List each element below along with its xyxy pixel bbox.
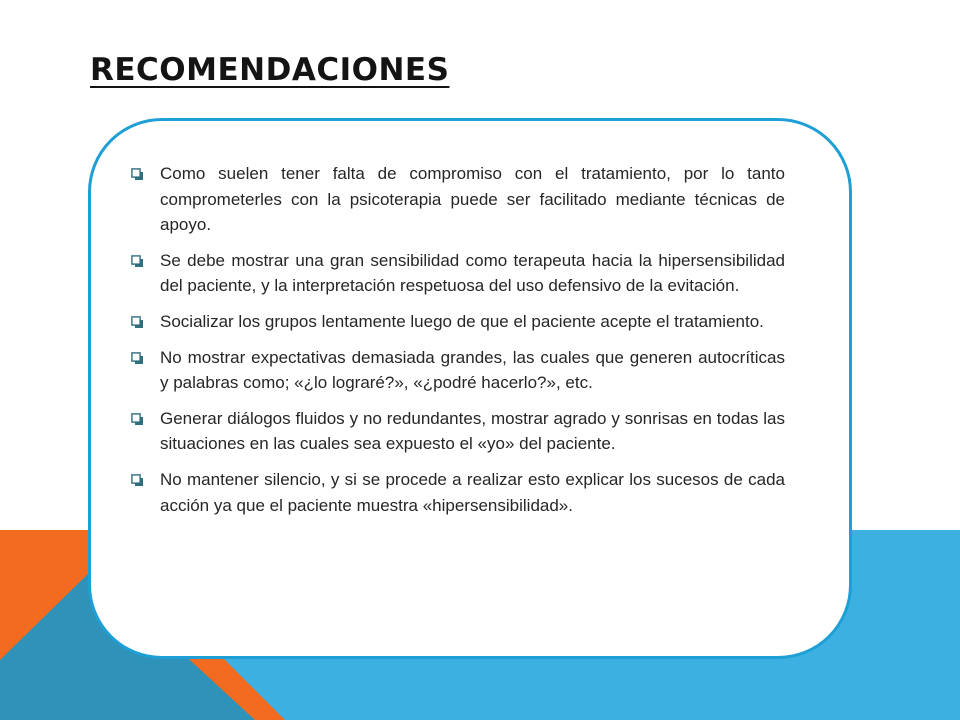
hollow-square-bullet-icon bbox=[131, 352, 143, 364]
bullet-item bbox=[131, 309, 785, 335]
bullet-text: No mantener silencio, y si se procede a realizar esto explicar los sucesos de cada acción ya que el paciente muestra «hipersensibilidad». bbox=[160, 469, 785, 515]
hollow-square-bullet-icon bbox=[131, 413, 143, 425]
hollow-square-bullet-icon bbox=[131, 168, 143, 180]
hollow-square-bullet-icon bbox=[131, 474, 143, 486]
bullet-item bbox=[131, 248, 785, 299]
bullet-item bbox=[131, 161, 785, 238]
slide-title: RECOMENDACIONES bbox=[90, 52, 450, 88]
bullet-text: Generar diálogos fluidos y no redundantes, mostrar agrado y sonrisas en todas las situaciones en las cuales sea expuesto el «yo» del paciente. bbox=[160, 408, 785, 454]
bullet-text: Como suelen tener falta de compromiso con el tratamiento, por lo tanto comprometerles con la psicoterapia puede ser facilitado mediante técnicas de apoyo. bbox=[160, 164, 785, 235]
bullet-item bbox=[131, 467, 785, 518]
content-box bbox=[88, 118, 852, 659]
bullet-item bbox=[131, 406, 785, 457]
hollow-square-bullet-icon bbox=[131, 255, 143, 267]
bullet-text: Socializar los grupos lentamente luego de que el paciente acepte el tratamiento. bbox=[160, 311, 764, 331]
bullet-text: No mostrar expectativas demasiada grandes, las cuales que generen autocríticas y palabras como; «¿lo lograré?», «¿podré hacerlo?», etc. bbox=[160, 347, 785, 393]
bullet-text: Se debe mostrar una gran sensibilidad como terapeuta hacia la hipersensibilidad del paciente, y la interpretación respetuosa del uso defensivo de la evitación. bbox=[160, 250, 785, 296]
hollow-square-bullet-icon bbox=[131, 316, 143, 328]
bullet-list bbox=[131, 161, 785, 528]
bullet-item bbox=[131, 345, 785, 396]
